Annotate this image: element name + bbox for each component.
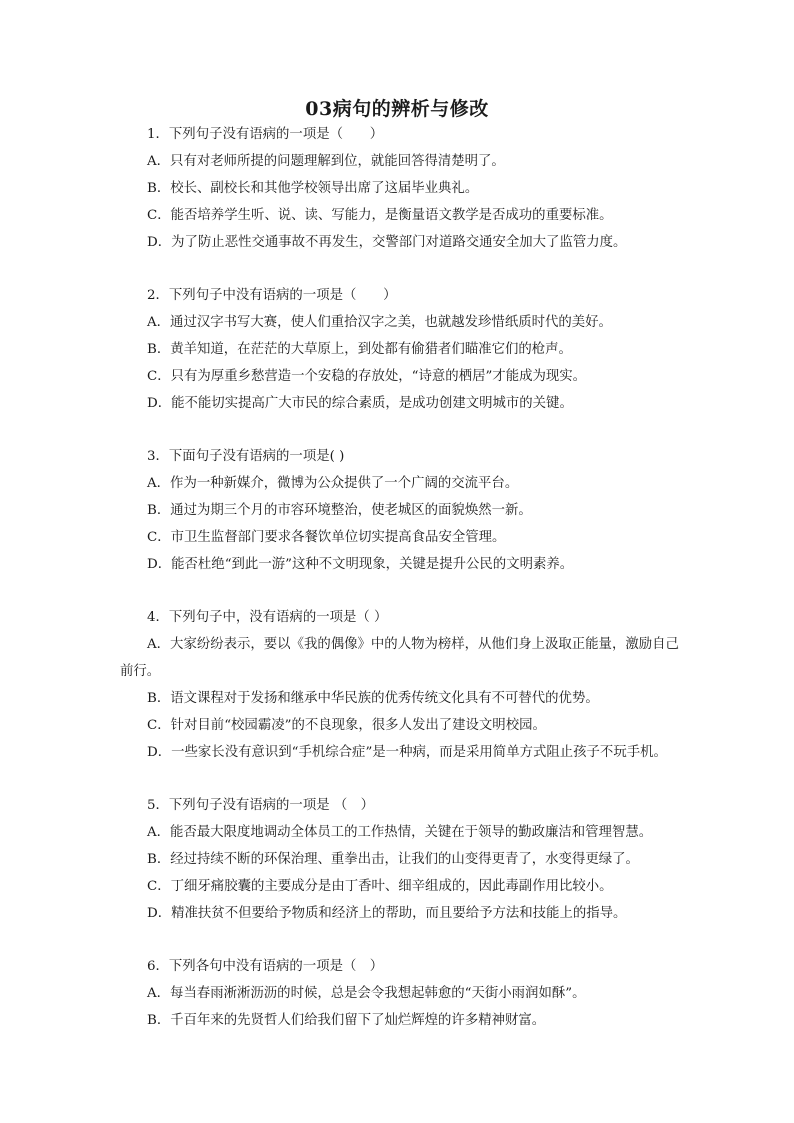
question-3: [120, 443, 680, 578]
question-stem: 3．下面句子没有语病的一项是( ): [147, 449, 345, 464]
option-a: A．作为一种新媒介，微博为公众提供了一个广阔的交流平台。: [147, 476, 519, 491]
option-c: C．针对目前“校园霸凌”的不良现象，很多人发出了建设文明校园。: [147, 718, 546, 733]
option-c: C．能否培养学生听、说、读、写能力，是衡量语文教学是否成功的重要标准。: [147, 208, 613, 223]
option-d: D．能否杜绝“到此一游”这种不文明现象，关键是提升公民的文明素养。: [147, 557, 574, 572]
option-a: A．能否最大限度地调动全体员工的工作热情，关键在于领导的勤政廉洁和管理智慧。: [147, 825, 653, 840]
document-title: 03病句的辨析与修改: [305, 98, 489, 120]
option-a: A．每当春雨淅淅沥沥的时候，总是会令我想起韩愈的“天街小雨润如酥”。: [147, 986, 586, 1001]
question-stem: 1．下列句子没有语病的一项是（ ）: [147, 127, 384, 142]
question-list: [120, 121, 680, 1060]
option-c: C．丁细牙痛胶囊的主要成分是由丁香叶、细辛组成的，因此毒副作用比较小。: [147, 879, 613, 894]
option-b: B．经过持续不断的环保治理、重拳出击，让我们的山变得更青了，水变得更绿了。: [147, 852, 639, 867]
option-a: A．大家纷纷表示，要以《我的偶像》中的人物为榜样，从他们身上汲取正能量，激励自己前行。: [120, 637, 679, 679]
option-a: A．只有对老师所提的问题理解到位，就能回答得清楚明了。: [147, 154, 505, 169]
option-b: B．黄羊知道，在茫茫的大草原上，到处都有偷猎者们瞄准它们的枪声。: [147, 342, 572, 357]
question-1: [120, 121, 680, 256]
question-stem: 5．下列句子没有语病的一项是 （ ）: [147, 798, 375, 813]
question-2: [120, 282, 680, 417]
option-d: D．一些家长没有意识到“手机综合症”是一种病，而是采用简单方式阻止孩子不玩手机。: [147, 745, 667, 760]
question-4: [120, 604, 680, 766]
option-c: C．只有为厚重乡愁营造一个安稳的存放处，“诗意的栖居”才能成为现实。: [147, 369, 587, 384]
option-b: B．千百年来的先贤哲人们给我们留下了灿烂辉煌的许多精神财富。: [147, 1013, 546, 1028]
option-d: D．能不能切实提高广大市民的综合素质，是成功创建文明城市的关键。: [147, 396, 573, 411]
option-b: B．语文课程对于发扬和继承中华民族的优秀传统文化具有不可替代的优势。: [147, 691, 599, 706]
question-6: [120, 953, 680, 1034]
question-stem: 2．下列句子中没有语病的一项是（ ）: [147, 288, 397, 303]
option-b: B．校长、副校长和其他学校领导出席了这届毕业典礼。: [147, 181, 479, 196]
option-a: A．通过汉字书写大赛，使人们重拾汉字之美，也就越发珍惜纸质时代的美好。: [147, 315, 612, 330]
question-stem: 4．下列句子中，没有语病的一项是（ ）: [147, 610, 388, 625]
option-c: C．市卫生监督部门要求各餐饮单位切实提高食品安全管理。: [147, 530, 506, 545]
option-d: D．为了防止恶性交通事故不再发生，交警部门对道路交通安全加大了监管力度。: [147, 235, 627, 250]
option-b: B．通过为期三个月的市容环境整治，使老城区的面貌焕然一新。: [147, 503, 532, 518]
question-5: [120, 792, 680, 927]
option-d: D．精准扶贫不但要给予物质和经济上的帮助，而且要给予方法和技能上的指导。: [147, 906, 627, 921]
question-stem: 6．下列各句中没有语病的一项是（ ）: [147, 959, 384, 974]
